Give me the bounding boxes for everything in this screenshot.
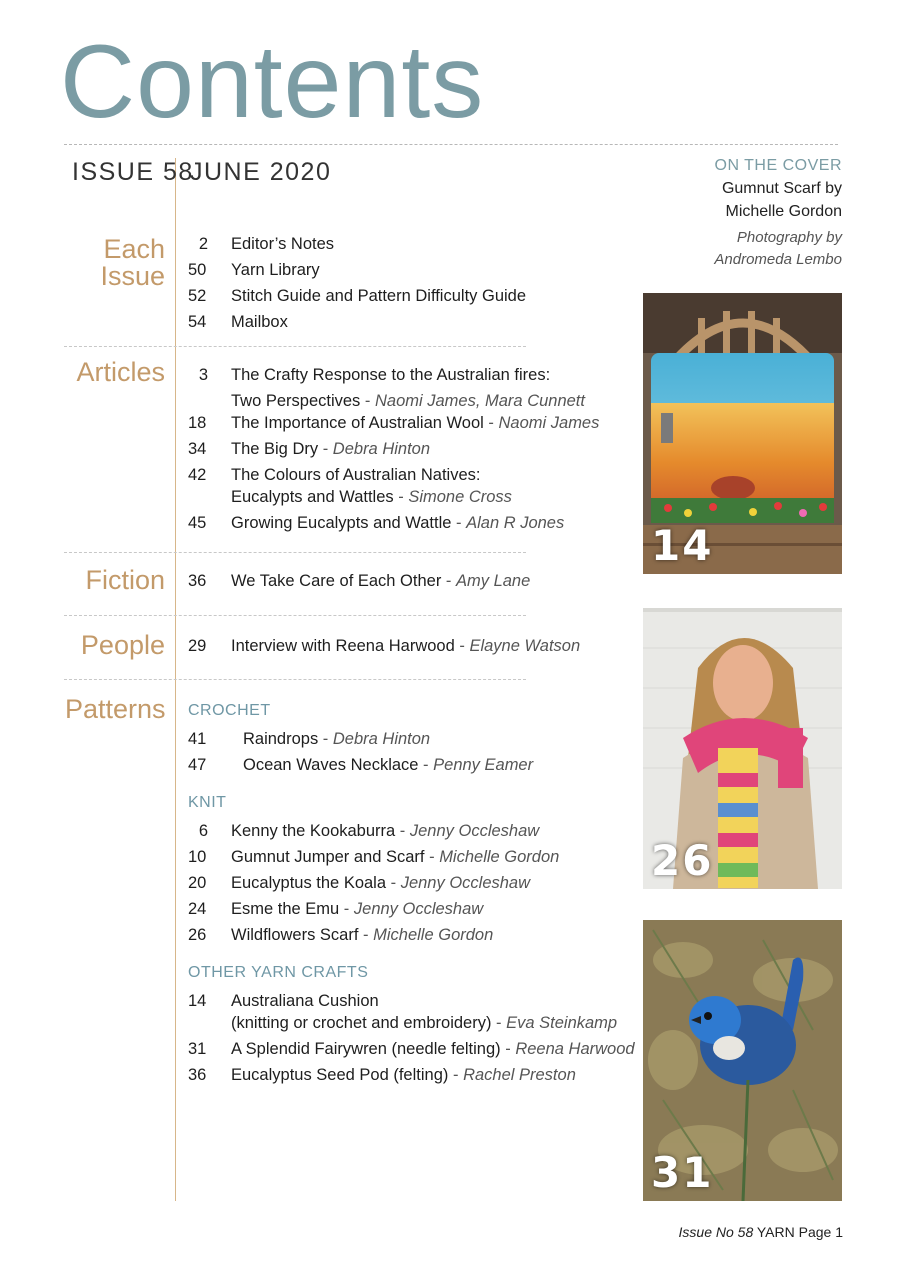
section-patterns: Patterns (65, 694, 166, 724)
photo-credit-line2: Andromeda Lembo (714, 251, 842, 268)
entry-title: Raindrops (243, 730, 319, 748)
entry-author: Debra Hinton (332, 440, 431, 458)
section-fiction: Fiction (85, 565, 165, 595)
entry-title: We Take Care of Each Other (231, 572, 442, 590)
entry-author: Debra Hinton (332, 730, 431, 748)
page-number: 3 (198, 366, 208, 384)
entry-title: Gumnut Jumper and Scarf (231, 848, 425, 866)
entry-author: Jenny Occleshaw (353, 900, 484, 918)
entry-author: Alan R Jones (466, 514, 565, 532)
entry-title: Interview with Reena Harwood (231, 637, 455, 655)
entry-title: The Colours of Australian Natives: (231, 466, 481, 484)
toc-entry[interactable]: 42 The Colours of Australian Natives: Eucalypts and Wattles - Simone Cross (188, 462, 638, 514)
subhead-knit: KNIT (188, 794, 227, 811)
page-number: 50 (188, 261, 207, 279)
page-number: 31 (188, 1040, 207, 1058)
subhead-other-crafts: OTHER YARN CRAFTS (188, 964, 369, 981)
entry-title: Eucalyptus Seed Pod (felting) (231, 1066, 449, 1084)
section-divider (64, 615, 526, 616)
entry-author: Rachel Preston (463, 1066, 576, 1084)
issue-date: JUNE 2020 (190, 158, 332, 186)
cushion-photo[interactable] (643, 293, 842, 574)
page-number: 54 (188, 313, 207, 331)
page-number: 42 (188, 466, 207, 484)
cover-title-line1: Gumnut Scarf by (721, 180, 842, 197)
entry-author: Naomi James, Mara Cunnett (374, 392, 585, 410)
entry-title: Australiana Cushion (231, 992, 379, 1010)
entry-author: Michelle Gordon (439, 848, 560, 866)
entry-author: Simone Cross (408, 488, 512, 506)
entry-title: Esme the Emu (231, 900, 340, 918)
entry-author: Jenny Occleshaw (400, 874, 531, 892)
scarf-portrait-photo[interactable] (643, 608, 842, 889)
page-number: 45 (188, 514, 207, 532)
page-number: 52 (188, 287, 207, 305)
entry-title: A Splendid Fairywren (needle felting) (231, 1040, 501, 1058)
page-number: 10 (188, 848, 207, 866)
entry-title: Growing Eucalypts and Wattle (231, 514, 456, 532)
title-divider (64, 144, 838, 145)
section-articles: Articles (76, 357, 165, 387)
entry-author: Naomi James (498, 414, 600, 432)
entry-title: Stitch Guide and Pattern Difficulty Guide (231, 287, 527, 305)
cover-label: ON THE COVER (714, 157, 842, 174)
photo-credit-line1: Photography by (736, 229, 842, 246)
page-number: 34 (188, 440, 207, 458)
page-number: 2 (198, 235, 208, 253)
entry-author: Penny Eamer (433, 756, 534, 774)
entry-title: The Crafty Response to the Australian fires: (231, 366, 551, 384)
entry-title: Mailbox (231, 313, 288, 331)
entry-author: Amy Lane (456, 572, 531, 590)
cover-title-line2: Michelle Gordon (725, 203, 842, 220)
entry-title: Wildflowers Scarf (231, 926, 359, 944)
page-number: 36 (188, 1066, 207, 1084)
entry-author: Elayne Watson (469, 637, 581, 655)
footer-issue: Issue No 58 (678, 1224, 754, 1240)
page-number: 6 (198, 822, 208, 840)
entry-title-cont: Eucalypts and Wattles (231, 488, 399, 506)
entry-title: The Importance of Australian Wool (231, 414, 484, 432)
photo-page-number: 14 (651, 521, 714, 570)
issue-number: ISSUE 58 (72, 158, 194, 186)
page-footer (679, 1224, 843, 1240)
cover-credit (714, 154, 842, 271)
entry-title: Eucalyptus the Koala (231, 874, 387, 892)
entry-title: Kenny the Kookaburra (231, 822, 396, 840)
entry-author: Michelle Gordon (373, 926, 494, 944)
entry-title: The Big Dry (231, 440, 323, 458)
page-number: 47 (188, 756, 207, 774)
toc-entry[interactable]: 3 The Crafty Response to the Australian fires: Two Perspectives - Naomi James, Mara Cunnett (188, 362, 638, 414)
entry-author: Eva Steinkamp (506, 1014, 618, 1032)
page-number: 20 (188, 874, 207, 892)
entry-title: Yarn Library (231, 261, 320, 279)
fairywren-photo[interactable] (643, 920, 842, 1201)
entry-title-cont: Two Perspectives (231, 392, 361, 410)
entry-title-cont: (knitting or crochet and embroidery) (231, 1014, 492, 1032)
page-number: 26 (188, 926, 207, 944)
toc-entry[interactable]: 14 Australiana Cushion (knitting or crochet and embroidery) - Eva Steinkamp (188, 988, 638, 1040)
page-number: 14 (188, 992, 207, 1010)
photo-page-number: 26 (651, 836, 714, 885)
entry-author: Reena Harwood (515, 1040, 635, 1058)
footer-magazine-page: YARN Page 1 (753, 1224, 843, 1240)
page-number: 24 (188, 900, 207, 918)
entry-author: Jenny Occleshaw (409, 822, 540, 840)
page-number: 36 (188, 572, 207, 590)
section-divider (64, 679, 526, 680)
section-each-issue: Each Issue (100, 234, 165, 291)
page-number: 41 (188, 730, 207, 748)
entry-title: Editor’s Notes (231, 235, 335, 253)
section-divider (64, 552, 526, 553)
page-title: Contents (60, 24, 485, 140)
page-number: 18 (188, 414, 207, 432)
photo-page-number: 31 (651, 1148, 714, 1197)
section-divider (64, 346, 526, 347)
subhead-crochet: CROCHET (188, 702, 271, 719)
section-people: People (80, 630, 165, 660)
entry-title: Ocean Waves Necklace (243, 756, 419, 774)
page-number: 29 (188, 637, 207, 655)
